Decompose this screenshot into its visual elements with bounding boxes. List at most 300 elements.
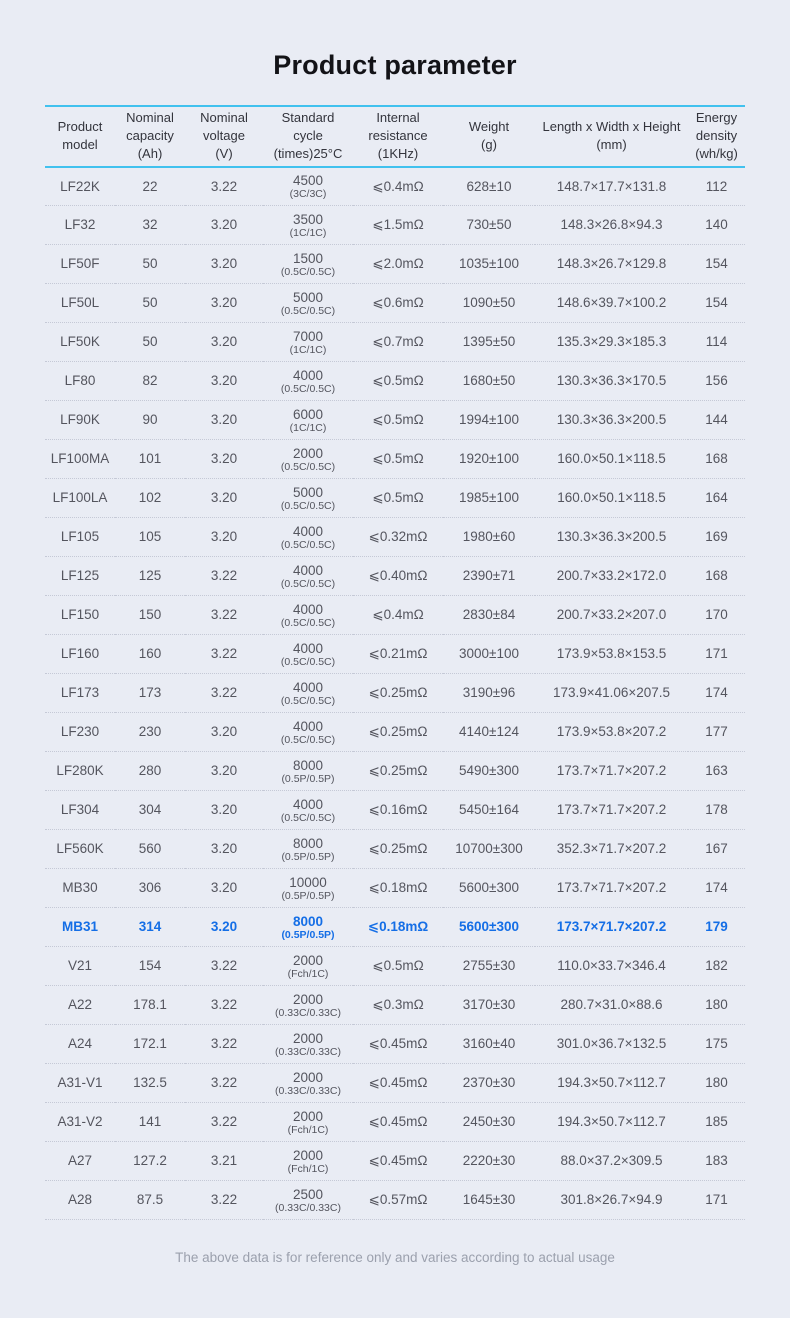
- cycle-count: 4000: [292, 718, 324, 734]
- cell-dimensions: 88.0×37.2×309.5: [535, 1142, 688, 1181]
- cell-energy-density: 177: [688, 713, 745, 752]
- cell-weight: 1395±50: [443, 323, 535, 362]
- table-row: [45, 518, 745, 557]
- cell-energy-density: 182: [688, 947, 745, 986]
- cell-nominal-voltage: 3.22: [185, 167, 263, 206]
- cell-dimensions: 200.7×33.2×207.0: [535, 596, 688, 635]
- footnote: The above data is for reference only and varies according to actual usage: [175, 1250, 615, 1266]
- cell-weight: 5600±300: [443, 869, 535, 908]
- cell-standard-cycle: [263, 1142, 353, 1181]
- column-header-nominal-voltage: [185, 106, 263, 167]
- cell-standard-cycle: [263, 791, 353, 830]
- cell-nominal-capacity: 306: [115, 869, 185, 908]
- cell-product-model: LF160: [45, 635, 115, 674]
- cell-nominal-capacity: 127.2: [115, 1142, 185, 1181]
- cell-weight: 1645±30: [443, 1181, 535, 1220]
- cell-standard-cycle: [263, 479, 353, 518]
- cell-energy-density: 178: [688, 791, 745, 830]
- cycle-count: 4000: [292, 367, 324, 383]
- cell-product-model: LF50L: [45, 284, 115, 323]
- table-row: [45, 362, 745, 401]
- cycle-condition: (0.33C/0.33C): [275, 1045, 341, 1058]
- cell-dimensions: 301.0×36.7×132.5: [535, 1025, 688, 1064]
- cell-nominal-voltage: 3.20: [185, 479, 263, 518]
- cell-energy-density: 180: [688, 1064, 745, 1103]
- cell-product-model: LF125: [45, 557, 115, 596]
- cycle-count: 4000: [292, 796, 324, 812]
- cell-product-model: LF80: [45, 362, 115, 401]
- product-parameter-table: [45, 105, 745, 1220]
- cell-energy-density: 154: [688, 284, 745, 323]
- cell-weight: 2450±30: [443, 1103, 535, 1142]
- cycle-condition: (0.5C/0.5C): [280, 694, 336, 707]
- cell-product-model: MB31: [45, 908, 115, 947]
- cell-weight: 5490±300: [443, 752, 535, 791]
- table-row: [45, 440, 745, 479]
- cell-nominal-voltage: 3.22: [185, 674, 263, 713]
- cell-product-model: A31-V2: [45, 1103, 115, 1142]
- cell-weight: 3000±100: [443, 635, 535, 674]
- cell-internal-resistance: ⩽0.32mΩ: [353, 518, 443, 557]
- cell-product-model: A28: [45, 1181, 115, 1220]
- cell-standard-cycle: [263, 596, 353, 635]
- cell-dimensions: 160.0×50.1×118.5: [535, 479, 688, 518]
- table-row: [45, 1103, 745, 1142]
- column-header-energy-density: [688, 106, 745, 167]
- column-header-internal-resistance: [353, 106, 443, 167]
- cycle-condition: (0.5C/0.5C): [280, 382, 336, 395]
- cell-product-model: LF22K: [45, 167, 115, 206]
- cycle-condition: (0.5C/0.5C): [280, 616, 336, 629]
- cell-product-model: A22: [45, 986, 115, 1025]
- cell-weight: 1090±50: [443, 284, 535, 323]
- cell-product-model: A31-V1: [45, 1064, 115, 1103]
- cell-energy-density: 164: [688, 479, 745, 518]
- cell-nominal-capacity: 125: [115, 557, 185, 596]
- cell-internal-resistance: ⩽0.21mΩ: [353, 635, 443, 674]
- cell-standard-cycle: [263, 1181, 353, 1220]
- cell-weight: 1985±100: [443, 479, 535, 518]
- cell-dimensions: 173.7×71.7×207.2: [535, 869, 688, 908]
- column-header-nominal-capacity: [115, 106, 185, 167]
- cell-dimensions: 200.7×33.2×172.0: [535, 557, 688, 596]
- cycle-condition: (0.5P/0.5P): [281, 889, 335, 902]
- cell-nominal-capacity: 178.1: [115, 986, 185, 1025]
- cell-product-model: LF105: [45, 518, 115, 557]
- cell-dimensions: 173.7×71.7×207.2: [535, 908, 688, 947]
- cell-internal-resistance: ⩽0.5mΩ: [353, 440, 443, 479]
- cell-weight: 730±50: [443, 206, 535, 245]
- cell-internal-resistance: ⩽0.5mΩ: [353, 947, 443, 986]
- cell-energy-density: 144: [688, 401, 745, 440]
- cycle-condition: (0.5C/0.5C): [280, 577, 336, 590]
- cell-weight: 1920±100: [443, 440, 535, 479]
- column-header-weight: [443, 106, 535, 167]
- cell-nominal-voltage: 3.20: [185, 830, 263, 869]
- cell-dimensions: 352.3×71.7×207.2: [535, 830, 688, 869]
- cell-nominal-capacity: 22: [115, 167, 185, 206]
- table-row: [45, 635, 745, 674]
- cycle-count: 1500: [292, 250, 324, 266]
- cell-dimensions: 130.3×36.3×200.5: [535, 401, 688, 440]
- cell-dimensions: 173.9×41.06×207.5: [535, 674, 688, 713]
- cell-internal-resistance: ⩽0.5mΩ: [353, 479, 443, 518]
- cell-standard-cycle: [263, 557, 353, 596]
- cell-product-model: LF90K: [45, 401, 115, 440]
- cycle-condition: (0.5C/0.5C): [280, 265, 336, 278]
- cell-nominal-voltage: 3.20: [185, 713, 263, 752]
- cell-standard-cycle: [263, 713, 353, 752]
- cell-weight: 2220±30: [443, 1142, 535, 1181]
- cell-product-model: LF50K: [45, 323, 115, 362]
- cell-standard-cycle: [263, 518, 353, 557]
- cell-nominal-capacity: 50: [115, 284, 185, 323]
- cycle-count: 6000: [292, 406, 324, 422]
- cycle-condition: (Fch/1C): [287, 1162, 329, 1175]
- cycle-count: 2000: [292, 952, 324, 968]
- column-header-label: Length x Width x Height (mm): [542, 119, 681, 153]
- cycle-count: 2500: [292, 1186, 324, 1202]
- cell-energy-density: 163: [688, 752, 745, 791]
- cell-nominal-capacity: 304: [115, 791, 185, 830]
- cell-product-model: LF230: [45, 713, 115, 752]
- cell-weight: 628±10: [443, 167, 535, 206]
- header-row: [45, 106, 745, 167]
- cell-nominal-capacity: 32: [115, 206, 185, 245]
- cell-energy-density: 174: [688, 869, 745, 908]
- table-row: [45, 713, 745, 752]
- cell-dimensions: 130.3×36.3×170.5: [535, 362, 688, 401]
- cell-energy-density: 168: [688, 440, 745, 479]
- cell-standard-cycle: [263, 1103, 353, 1142]
- cycle-condition: (1C/1C): [289, 421, 327, 434]
- cycle-condition: (1C/1C): [289, 343, 327, 356]
- cell-standard-cycle: [263, 323, 353, 362]
- cycle-condition: (0.33C/0.33C): [275, 1201, 341, 1214]
- cell-internal-resistance: ⩽0.3mΩ: [353, 986, 443, 1025]
- column-header-dimensions: [535, 106, 688, 167]
- cell-energy-density: 168: [688, 557, 745, 596]
- cell-dimensions: 194.3×50.7×112.7: [535, 1064, 688, 1103]
- cycle-count: 7000: [292, 328, 324, 344]
- cell-nominal-voltage: 3.21: [185, 1142, 263, 1181]
- cycle-count: 4000: [292, 679, 324, 695]
- cell-energy-density: 170: [688, 596, 745, 635]
- cycle-condition: (0.5C/0.5C): [280, 733, 336, 746]
- cycle-count: 3500: [292, 211, 324, 227]
- cycle-count: 2000: [292, 1147, 324, 1163]
- cell-internal-resistance: ⩽0.4mΩ: [353, 167, 443, 206]
- cell-standard-cycle: [263, 635, 353, 674]
- cell-internal-resistance: ⩽0.25mΩ: [353, 674, 443, 713]
- cell-energy-density: 171: [688, 1181, 745, 1220]
- cycle-condition: (0.5C/0.5C): [280, 811, 336, 824]
- cycle-count: 8000: [292, 757, 324, 773]
- cell-nominal-voltage: 3.22: [185, 1103, 263, 1142]
- cycle-condition: (0.5C/0.5C): [280, 655, 336, 668]
- cycle-condition: (0.5C/0.5C): [280, 304, 336, 317]
- cell-weight: 1980±60: [443, 518, 535, 557]
- table-row: [45, 1025, 745, 1064]
- cell-product-model: LF50F: [45, 245, 115, 284]
- cell-standard-cycle: [263, 245, 353, 284]
- cell-dimensions: 130.3×36.3×200.5: [535, 518, 688, 557]
- cell-standard-cycle: [263, 947, 353, 986]
- cell-nominal-voltage: 3.20: [185, 518, 263, 557]
- cycle-count: 4000: [292, 523, 324, 539]
- cell-nominal-capacity: 82: [115, 362, 185, 401]
- cell-internal-resistance: ⩽0.57mΩ: [353, 1181, 443, 1220]
- cycle-condition: (0.33C/0.33C): [275, 1006, 341, 1019]
- cell-product-model: V21: [45, 947, 115, 986]
- cell-product-model: LF150: [45, 596, 115, 635]
- cell-standard-cycle: [263, 167, 353, 206]
- cell-nominal-capacity: 132.5: [115, 1064, 185, 1103]
- cell-nominal-voltage: 3.22: [185, 1025, 263, 1064]
- cell-energy-density: 183: [688, 1142, 745, 1181]
- cycle-count: 8000: [292, 835, 324, 851]
- cycle-count: 2000: [292, 1108, 324, 1124]
- table-row: [45, 557, 745, 596]
- table-row: [45, 908, 745, 947]
- cell-nominal-voltage: 3.20: [185, 206, 263, 245]
- cell-energy-density: 174: [688, 674, 745, 713]
- cell-product-model: MB30: [45, 869, 115, 908]
- cycle-count: 5000: [292, 484, 324, 500]
- cell-nominal-voltage: 3.20: [185, 401, 263, 440]
- cell-standard-cycle: [263, 674, 353, 713]
- cell-dimensions: 301.8×26.7×94.9: [535, 1181, 688, 1220]
- table-row: [45, 752, 745, 791]
- cell-product-model: LF173: [45, 674, 115, 713]
- cell-product-model: LF100MA: [45, 440, 115, 479]
- cell-internal-resistance: ⩽0.45mΩ: [353, 1142, 443, 1181]
- cycle-count: 4000: [292, 601, 324, 617]
- cell-nominal-capacity: 50: [115, 323, 185, 362]
- cell-internal-resistance: ⩽0.45mΩ: [353, 1025, 443, 1064]
- table-row: [45, 869, 745, 908]
- cycle-count: 8000: [292, 913, 324, 929]
- cell-standard-cycle: [263, 830, 353, 869]
- cell-nominal-capacity: 172.1: [115, 1025, 185, 1064]
- cell-nominal-capacity: 150: [115, 596, 185, 635]
- cell-weight: 3190±96: [443, 674, 535, 713]
- cell-internal-resistance: ⩽0.7mΩ: [353, 323, 443, 362]
- cell-nominal-capacity: 560: [115, 830, 185, 869]
- cell-internal-resistance: ⩽0.25mΩ: [353, 752, 443, 791]
- cell-nominal-voltage: 3.20: [185, 791, 263, 830]
- column-header-label: Product model: [57, 119, 103, 153]
- cell-nominal-voltage: 3.20: [185, 323, 263, 362]
- column-header-label: Nominal voltage (V): [200, 110, 248, 162]
- cell-standard-cycle: [263, 401, 353, 440]
- cell-nominal-voltage: 3.22: [185, 947, 263, 986]
- table-body: [45, 167, 745, 1220]
- cell-nominal-capacity: 141: [115, 1103, 185, 1142]
- cell-dimensions: 173.7×71.7×207.2: [535, 752, 688, 791]
- cell-internal-resistance: ⩽0.16mΩ: [353, 791, 443, 830]
- table-row: [45, 323, 745, 362]
- cell-weight: 2370±30: [443, 1064, 535, 1103]
- cell-nominal-capacity: 102: [115, 479, 185, 518]
- cell-internal-resistance: ⩽1.5mΩ: [353, 206, 443, 245]
- cell-nominal-voltage: 3.22: [185, 1064, 263, 1103]
- cell-dimensions: 173.7×71.7×207.2: [535, 791, 688, 830]
- cell-nominal-capacity: 90: [115, 401, 185, 440]
- cell-energy-density: 114: [688, 323, 745, 362]
- cell-weight: 1035±100: [443, 245, 535, 284]
- cell-dimensions: 173.9×53.8×207.2: [535, 713, 688, 752]
- cell-product-model: LF304: [45, 791, 115, 830]
- cell-dimensions: 173.9×53.8×153.5: [535, 635, 688, 674]
- cell-internal-resistance: ⩽0.40mΩ: [353, 557, 443, 596]
- cell-energy-density: 140: [688, 206, 745, 245]
- cycle-count: 2000: [292, 445, 324, 461]
- column-header-standard-cycle: [263, 106, 353, 167]
- cell-product-model: A27: [45, 1142, 115, 1181]
- column-header-label: Energy density (wh/kg): [695, 110, 738, 162]
- cell-product-model: LF100LA: [45, 479, 115, 518]
- cycle-condition: (Fch/1C): [287, 1123, 329, 1136]
- cell-nominal-voltage: 3.22: [185, 596, 263, 635]
- table-row: [45, 206, 745, 245]
- cell-nominal-voltage: 3.22: [185, 986, 263, 1025]
- cell-standard-cycle: [263, 206, 353, 245]
- cycle-count: 4000: [292, 562, 324, 578]
- cell-nominal-voltage: 3.20: [185, 752, 263, 791]
- cell-nominal-capacity: 230: [115, 713, 185, 752]
- cycle-condition: (Fch/1C): [287, 967, 329, 980]
- column-header-label: Nominal capacity (Ah): [126, 110, 174, 162]
- cell-standard-cycle: [263, 1025, 353, 1064]
- cycle-condition: (0.5C/0.5C): [280, 538, 336, 551]
- cell-weight: 1680±50: [443, 362, 535, 401]
- cell-dimensions: 148.7×17.7×131.8: [535, 167, 688, 206]
- cycle-condition: (0.33C/0.33C): [275, 1084, 341, 1097]
- cycle-count: 2000: [292, 991, 324, 1007]
- cell-energy-density: 179: [688, 908, 745, 947]
- cell-dimensions: 194.3×50.7×112.7: [535, 1103, 688, 1142]
- cell-product-model: LF280K: [45, 752, 115, 791]
- cell-dimensions: 135.3×29.3×185.3: [535, 323, 688, 362]
- cell-nominal-voltage: 3.22: [185, 635, 263, 674]
- cell-standard-cycle: [263, 869, 353, 908]
- cell-dimensions: 148.3×26.8×94.3: [535, 206, 688, 245]
- cell-internal-resistance: ⩽0.5mΩ: [353, 362, 443, 401]
- cell-standard-cycle: [263, 752, 353, 791]
- table-row: [45, 947, 745, 986]
- cell-internal-resistance: ⩽0.5mΩ: [353, 401, 443, 440]
- cell-energy-density: 156: [688, 362, 745, 401]
- cell-nominal-voltage: 3.22: [185, 557, 263, 596]
- cell-weight: 1994±100: [443, 401, 535, 440]
- cell-internal-resistance: ⩽2.0mΩ: [353, 245, 443, 284]
- cell-nominal-voltage: 3.20: [185, 284, 263, 323]
- column-header-label: Standard cycle (times)25°C: [273, 110, 343, 162]
- cycle-count: 2000: [292, 1069, 324, 1085]
- cell-nominal-voltage: 3.20: [185, 245, 263, 284]
- cell-internal-resistance: ⩽0.18mΩ: [353, 869, 443, 908]
- cell-energy-density: 167: [688, 830, 745, 869]
- cell-dimensions: 148.6×39.7×100.2: [535, 284, 688, 323]
- cell-standard-cycle: [263, 284, 353, 323]
- cell-nominal-voltage: 3.20: [185, 869, 263, 908]
- cell-internal-resistance: ⩽0.18mΩ: [353, 908, 443, 947]
- cell-standard-cycle: [263, 986, 353, 1025]
- cell-internal-resistance: ⩽0.25mΩ: [353, 713, 443, 752]
- table-row: [45, 479, 745, 518]
- cell-nominal-capacity: 101: [115, 440, 185, 479]
- cycle-condition: (0.5P/0.5P): [281, 928, 335, 941]
- column-header-label: Weight (g): [468, 119, 510, 153]
- cell-internal-resistance: ⩽0.45mΩ: [353, 1064, 443, 1103]
- cell-product-model: A24: [45, 1025, 115, 1064]
- table-row: [45, 674, 745, 713]
- cell-dimensions: 280.7×31.0×88.6: [535, 986, 688, 1025]
- cell-weight: 5600±300: [443, 908, 535, 947]
- cell-weight: 2830±84: [443, 596, 535, 635]
- table-row: [45, 1181, 745, 1220]
- page-title: Product parameter: [273, 50, 517, 80]
- cycle-condition: (0.5C/0.5C): [280, 499, 336, 512]
- cell-energy-density: 112: [688, 167, 745, 206]
- table-row: [45, 791, 745, 830]
- cell-product-model: LF560K: [45, 830, 115, 869]
- table-row: [45, 245, 745, 284]
- cycle-count: 4500: [292, 172, 324, 188]
- cell-internal-resistance: ⩽0.4mΩ: [353, 596, 443, 635]
- column-header-product-model: [45, 106, 115, 167]
- cell-nominal-capacity: 154: [115, 947, 185, 986]
- cell-energy-density: 180: [688, 986, 745, 1025]
- cycle-count: 10000: [289, 874, 327, 890]
- cell-standard-cycle: [263, 440, 353, 479]
- cell-dimensions: 160.0×50.1×118.5: [535, 440, 688, 479]
- column-header-label: Internal resistance (1KHz): [368, 110, 428, 162]
- table-header: [45, 106, 745, 167]
- cell-standard-cycle: [263, 1064, 353, 1103]
- cell-energy-density: 171: [688, 635, 745, 674]
- cell-nominal-capacity: 314: [115, 908, 185, 947]
- cell-nominal-capacity: 87.5: [115, 1181, 185, 1220]
- cycle-condition: (0.5C/0.5C): [280, 460, 336, 473]
- table-row: [45, 830, 745, 869]
- cycle-count: 5000: [292, 289, 324, 305]
- cell-weight: 2390±71: [443, 557, 535, 596]
- cell-standard-cycle: [263, 362, 353, 401]
- cell-dimensions: 110.0×33.7×346.4: [535, 947, 688, 986]
- cell-product-model: LF32: [45, 206, 115, 245]
- cell-energy-density: 154: [688, 245, 745, 284]
- cell-dimensions: 148.3×26.7×129.8: [535, 245, 688, 284]
- cell-energy-density: 175: [688, 1025, 745, 1064]
- cell-standard-cycle: [263, 908, 353, 947]
- cell-energy-density: 169: [688, 518, 745, 557]
- cell-nominal-voltage: 3.20: [185, 908, 263, 947]
- cycle-condition: (1C/1C): [289, 226, 327, 239]
- cell-nominal-voltage: 3.20: [185, 440, 263, 479]
- table-row: [45, 1142, 745, 1181]
- table-row: [45, 1064, 745, 1103]
- cell-nominal-voltage: 3.20: [185, 362, 263, 401]
- cycle-count: 4000: [292, 640, 324, 656]
- cell-energy-density: 185: [688, 1103, 745, 1142]
- cycle-condition: (3C/3C): [289, 187, 327, 200]
- table-row: [45, 401, 745, 440]
- cell-nominal-capacity: 160: [115, 635, 185, 674]
- cell-internal-resistance: ⩽0.6mΩ: [353, 284, 443, 323]
- cycle-condition: (0.5P/0.5P): [281, 850, 335, 863]
